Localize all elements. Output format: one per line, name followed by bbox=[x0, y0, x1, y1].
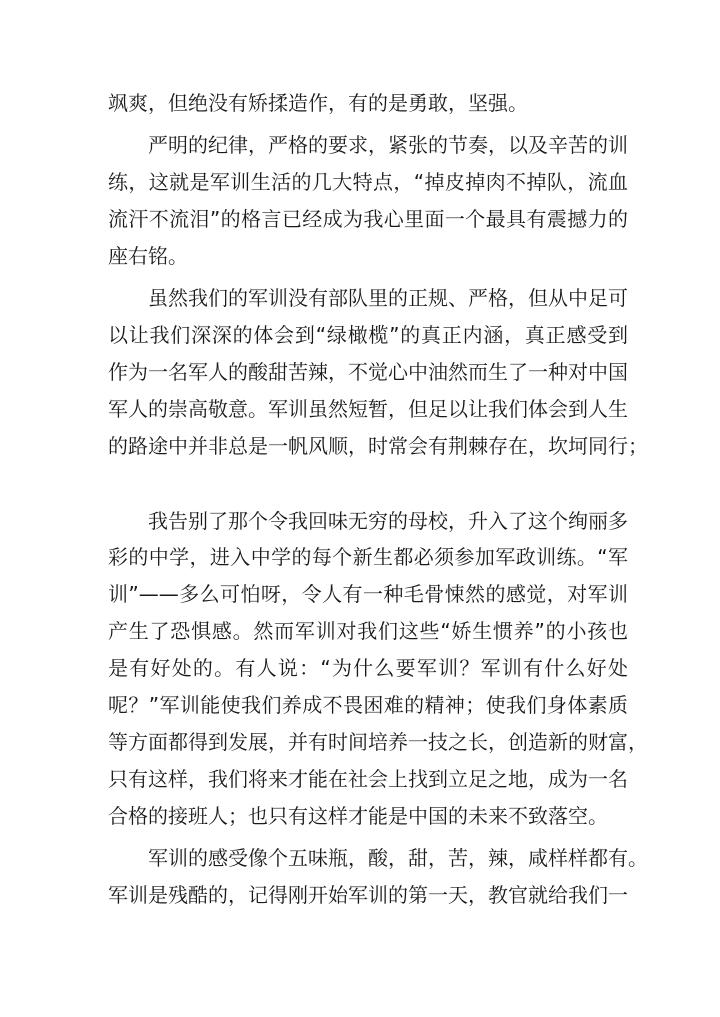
text-line: 练，这就是军训生活的几大特点，“掉皮掉肉不掉队，流血 bbox=[108, 170, 628, 194]
text-line: 彩的中学，进入中学的每个新生都必须参加军政训练。“军 bbox=[108, 545, 628, 569]
text-line: 军训是残酷的，记得刚开始军训的第一天，教官就给我们一 bbox=[108, 883, 628, 907]
text-line: 严明的纪律，严格的要求，紧张的节奏，以及辛苦的训 bbox=[148, 133, 628, 157]
text-line: 只有这样，我们将来才能在社会上找到立足之地，成为一名 bbox=[108, 767, 628, 791]
text-line: 产生了恐惧感。然而军训对我们这些“娇生惯养”的小孩也 bbox=[108, 619, 628, 643]
text-line: 是有好处的。有人说：“为什么要军训？军训有什么好处 bbox=[108, 656, 628, 680]
text-line: 等方面都得到发展，并有时间培养一技之长，创造新的财富， bbox=[108, 730, 648, 754]
text-line: 作为一名军人的酸甜苦辣，不觉心中油然而生了一种对中国 bbox=[108, 360, 628, 384]
text-line: 合格的接班人；也只有这样才能是中国的未来不致落空。 bbox=[108, 804, 608, 828]
text-line: 呢？”军训能使我们养成不畏困难的精神；使我们身体素质 bbox=[108, 693, 628, 717]
text-line: 流汗不流泪”的格言已经成为我心里面一个最具有震撼力的 bbox=[108, 207, 628, 231]
text-line: 的路途中并非总是一帆风顺，时常会有荆棘存在，坎坷同行； bbox=[108, 434, 648, 458]
text-line: 训”——多么可怕呀，令人有一种毛骨悚然的感觉，对军训 bbox=[108, 582, 628, 606]
text-line: 军人的崇高敬意。军训虽然短暂，但足以让我们体会到人生 bbox=[108, 397, 628, 421]
text-line: 虽然我们的军训没有部队里的正规、严格，但从中足可 bbox=[148, 286, 628, 310]
text-line: 军训的感受像个五味瓶，酸，甜，苦，辣，咸样样都有。 bbox=[148, 846, 648, 870]
text-line: 以让我们深深的体会到“绿橄榄”的真正内涵，真正感受到 bbox=[108, 323, 628, 347]
text-line: 飒爽，但绝没有矫揉造作，有的是勇敢，坚强。 bbox=[108, 91, 528, 115]
text-line: 我告别了那个令我回味无穷的母校，升入了这个绚丽多 bbox=[148, 509, 628, 533]
text-line: 座右铭。 bbox=[108, 244, 188, 268]
